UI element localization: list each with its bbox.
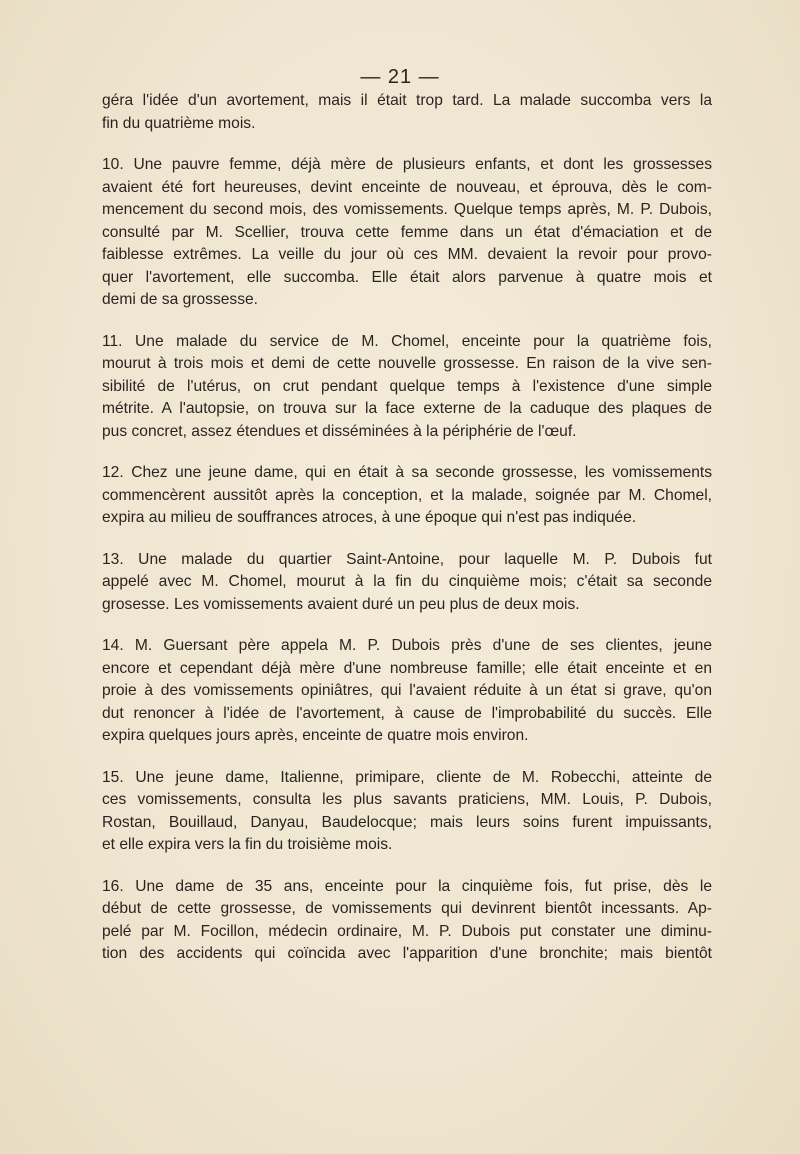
paragraph (102, 767, 712, 857)
text-line: sibilité de l'utérus, on crut pendant quelque temps à l'existence d'une simple (102, 377, 712, 395)
text-line: appelé avec M. Chomel, mourut à la fin du cinquième mois; c'était sa seconde (102, 573, 712, 590)
text-line: commencèrent aussitôt après la conception, et la malade, soignée par M. Chomel, (102, 486, 712, 504)
text-line: 14. M. Guersant père appela M. P. Dubois près d'une de ses clientes, jeune (102, 637, 712, 654)
paragraph (102, 635, 712, 748)
text-line: ces vomissements, consulta les plus savants praticiens, MM. Louis, P. Dubois, (102, 791, 712, 808)
paragraph (102, 549, 712, 617)
text-line: pus concret, assez étendues et disséminées à la périphérie de l'œuf. (102, 422, 577, 440)
text-line: fin du quatrième mois. (102, 114, 256, 132)
paragraph (102, 331, 712, 444)
text-line: mencement du second mois, des vomissements. Quelque temps après, M. P. Dubois, (102, 201, 712, 218)
text-line: et elle expira vers la fin du troisième mois. (102, 836, 393, 853)
text-line: demi de sa grossesse. (102, 291, 259, 308)
body-text (102, 90, 712, 985)
text-line: 12. Chez une jeune dame, qui en était à sa seconde grossesse, les vomissements (102, 464, 712, 481)
paragraph (102, 90, 712, 135)
text-line: grosesse. Les vomissements avaient duré un peu plus de deux mois. (102, 595, 580, 613)
text-line: tion des accidents qui coïncida avec l'apparition d'une bronchite; mais bientôt (102, 945, 712, 962)
text-line: pelé par M. Focillon, médecin ordinaire, M. P. Dubois put constater une diminu- (102, 922, 712, 940)
text-line: mourut à trois mois et demi de cette nouvelle grossesse. En raison de la vive sen- (102, 355, 712, 372)
text-line: 10. Une pauvre femme, déjà mère de plusieurs enfants, et dont les grossesses (102, 156, 712, 173)
text-line: dut renoncer à l'idée de l'avortement, à cause de l'improbabilité du succès. Elle (102, 704, 712, 722)
text-line: métrite. A l'autopsie, on trouva sur la face externe de la caduque des plaques de (102, 400, 712, 417)
paragraph (102, 154, 712, 312)
page-number: — 21 — (360, 66, 440, 88)
text-line: encore et cependant déjà mère d'une nombreuse famille; elle était enceinte et en (102, 659, 712, 677)
text-line: géra l'idée d'un avortement, mais il était trop tard. La malade succomba vers la (102, 92, 712, 109)
text-line: proie à des vomissements opiniâtres, qui l'avaient réduite à un état si grave, qu'on (102, 682, 712, 699)
text-line: 16. Une dame de 35 ans, enceinte pour la cinquième fois, fut prise, dès le (102, 877, 712, 895)
text-line: faiblesse extrêmes. La veille du jour où ces MM. devaient la revoir pour provo- (102, 246, 712, 263)
text-line: 11. Une malade du service de M. Chomel, enceinte pour la quatrième fois, (102, 332, 712, 350)
text-line: Rostan, Bouillaud, Danyau, Baudelocque; mais leurs soins furent impuissants, (102, 813, 712, 831)
text-line: quer l'avortement, elle succomba. Elle était alors parvenue à quatre mois et (102, 268, 712, 286)
paragraph (102, 462, 712, 530)
paragraph (102, 876, 712, 966)
text-line: expira quelques jours après, enceinte de quatre mois environ. (102, 727, 529, 744)
text-line: 15. Une jeune dame, Italienne, primipare, cliente de M. Robecchi, atteinte de (102, 768, 712, 786)
text-line: avaient été fort heureuses, devint enceinte de nouveau, et éprouva, dès le com- (102, 178, 712, 196)
text-line: consulté par M. Scellier, trouva cette femme dans un état d'émaciation et de (102, 223, 712, 241)
text-line: début de cette grossesse, de vomissements qui devinrent bientôt incessants. Ap- (102, 900, 712, 917)
text-line: expira au milieu de souffrances atroces, à une époque qui n'est pas indiquée. (102, 509, 637, 526)
text-line: 13. Une malade du quartier Saint-Antoine, pour laquelle M. P. Dubois fut (102, 550, 712, 568)
